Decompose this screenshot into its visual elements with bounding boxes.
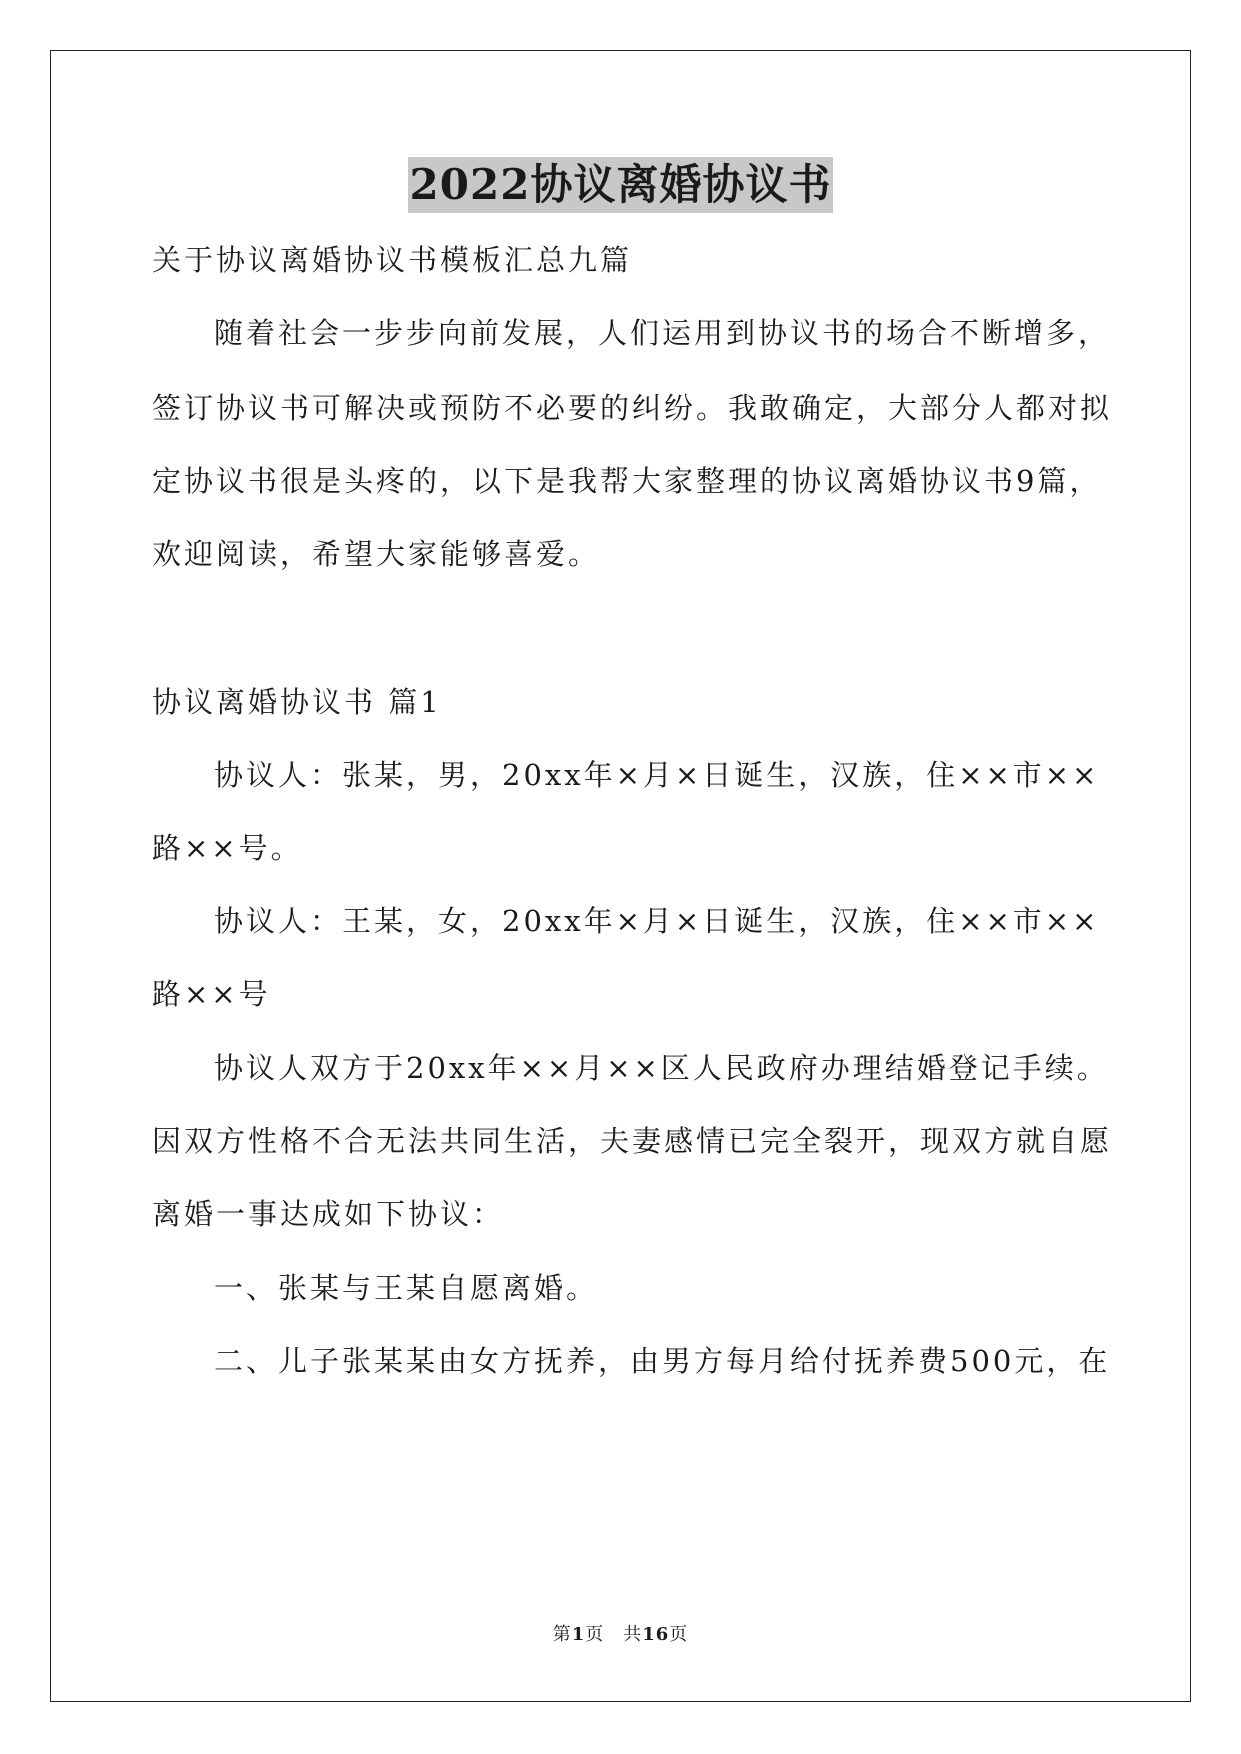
footer-suffix: 页 xyxy=(669,1624,689,1645)
intro-line-2: 签订协议书可解决或预防不必要的纠纷。我敢确定，大部分人都对拟 xyxy=(152,391,1113,425)
page-footer xyxy=(0,1623,1241,1647)
page-border xyxy=(50,50,1191,1702)
subtitle: 关于协议离婚协议书模板汇总九篇 xyxy=(152,243,633,277)
footer-total-pages: 16 xyxy=(642,1624,670,1645)
clause-2: 二、儿子张某某由女方抚养，由男方每月给付抚养费500元，在 xyxy=(214,1344,1111,1378)
clause-1: 一、张某与王某自愿离婚。 xyxy=(214,1271,599,1305)
intro-line-1: 随着社会一步步向前发展，人们运用到协议书的场合不断增多， xyxy=(214,316,1111,350)
party2-line-2: 路××号 xyxy=(152,977,271,1011)
agreement-line-3: 离婚一事达成如下协议： xyxy=(152,1197,505,1231)
title-container xyxy=(0,157,1241,213)
intro-line-4: 欢迎阅读，希望大家能够喜爱。 xyxy=(152,537,601,571)
footer-middle: 页 共 xyxy=(585,1624,643,1645)
section-heading: 协议离婚协议书 篇1 xyxy=(152,685,442,719)
party2-line-1: 协议人：王某，女，20xx年×月×日诞生，汉族，住××市×× xyxy=(214,904,1100,938)
party1-line-1: 协议人：张某，男，20xx年×月×日诞生，汉族，住××市×× xyxy=(214,758,1100,792)
agreement-line-2: 因双方性格不合无法共同生活，夫妻感情已完全裂开，现双方就自愿 xyxy=(152,1124,1113,1158)
party1-line-2: 路××号。 xyxy=(152,831,303,865)
document-title: 2022协议离婚协议书 xyxy=(408,157,834,213)
agreement-line-1: 协议人双方于20xx年××月××区人民政府办理结婚登记手续。 xyxy=(214,1051,1109,1085)
footer-page-number: 1 xyxy=(571,1624,586,1645)
footer-prefix: 第 xyxy=(552,1624,572,1645)
intro-line-3: 定协议书很是头疼的，以下是我帮大家整理的协议离婚协议书9篇， xyxy=(152,464,1102,498)
